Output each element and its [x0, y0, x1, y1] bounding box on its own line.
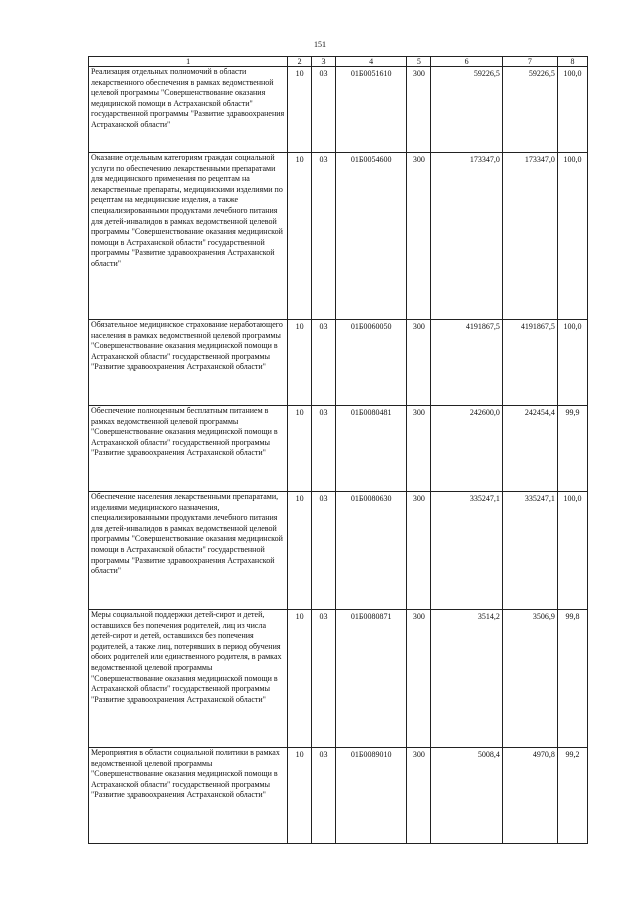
row-planned: 173347,0 — [431, 153, 503, 320]
table-body — [89, 67, 588, 844]
table-header — [89, 57, 588, 67]
row-percent: 100,0 — [557, 153, 587, 320]
row-expense-type: 300 — [407, 67, 431, 153]
row-target-code: 01Б0054600 — [335, 153, 407, 320]
row-section: 10 — [288, 67, 312, 153]
row-subsection: 03 — [312, 492, 336, 610]
row-executed: 59226,5 — [502, 67, 557, 153]
row-section: 10 — [288, 748, 312, 844]
row-target-code: 01Б0060050 — [335, 320, 407, 406]
row-section: 10 — [288, 492, 312, 610]
table-row — [89, 320, 588, 406]
row-planned: 5008,4 — [431, 748, 503, 844]
row-executed: 4191867,5 — [502, 320, 557, 406]
table-row — [89, 492, 588, 610]
page-number: 151 — [314, 40, 326, 49]
row-planned: 335247,1 — [431, 492, 503, 610]
table-row — [89, 748, 588, 844]
row-target-code: 01Б0089010 — [335, 748, 407, 844]
row-subsection: 03 — [312, 67, 336, 153]
row-name: Обеспечение населения лекарственными препаратами, изделиями медицинского назначения, специализированными продуктами лечебного питания для детей-инвалидов в рамках ведомственной целевой программы "Совершенствование оказания медицинской помощи в Астраханской области" государственной программы "Развитие здравоохранения Астраханской области" — [89, 492, 288, 610]
row-expense-type: 300 — [407, 320, 431, 406]
row-percent: 99,8 — [557, 610, 587, 748]
row-subsection: 03 — [312, 748, 336, 844]
header-col-8: 8 — [557, 57, 587, 67]
row-planned: 242600,0 — [431, 406, 503, 492]
row-executed: 4970,8 — [502, 748, 557, 844]
row-name: Реализация отдельных полномочий в области лекарственного обеспечения в рамках ведомственной целевой программы "Совершенствование оказания медицинской помощи в Астраханской области" государственной программы "Развитие здравоохранения Астраханской области" — [89, 67, 288, 153]
table-row — [89, 406, 588, 492]
row-planned: 3514,2 — [431, 610, 503, 748]
row-percent: 100,0 — [557, 492, 587, 610]
budget-table — [88, 56, 588, 844]
row-target-code: 01Б0051610 — [335, 67, 407, 153]
row-target-code: 01Б0080871 — [335, 610, 407, 748]
row-percent: 100,0 — [557, 67, 587, 153]
row-percent: 100,0 — [557, 320, 587, 406]
row-name: Обеспечение полноценным бесплатным питанием в рамках ведомственной целевой программы "Совершенствование оказания медицинской помощи в Астраханской области" государственной программы "Развитие здравоохранения Астраханской области" — [89, 406, 288, 492]
table-row — [89, 610, 588, 748]
row-executed: 3506,9 — [502, 610, 557, 748]
row-executed: 242454,4 — [502, 406, 557, 492]
row-target-code: 01Б0080630 — [335, 492, 407, 610]
row-section: 10 — [288, 153, 312, 320]
header-col-3: 3 — [312, 57, 336, 67]
row-subsection: 03 — [312, 320, 336, 406]
header-col-1: 1 — [89, 57, 288, 67]
row-expense-type: 300 — [407, 406, 431, 492]
row-percent: 99,2 — [557, 748, 587, 844]
row-target-code: 01Б0080481 — [335, 406, 407, 492]
row-name: Оказание отдельным категориям граждан социальной услуги по обеспечению лекарственными препаратами для медицинского применения по рецептам на лекарственные препараты, медицинскими изделиями по рецептам на медицинские изделия, а также специализированными продуктами лечебного питания для детей-инвалидов в рамках ведомственной целевой программы "Совершенствование оказания медицинской помощи в Астраханской области" государственной программы "Развитие здравоохранения Астраханской области" — [89, 153, 288, 320]
table-row — [89, 153, 588, 320]
row-percent: 99,9 — [557, 406, 587, 492]
header-col-5: 5 — [407, 57, 431, 67]
row-subsection: 03 — [312, 610, 336, 748]
header-col-7: 7 — [502, 57, 557, 67]
row-executed: 173347,0 — [502, 153, 557, 320]
row-planned: 4191867,5 — [431, 320, 503, 406]
row-subsection: 03 — [312, 153, 336, 320]
row-name: Меры социальной поддержки детей-сирот и детей, оставшихся без попечения родителей, лиц из числа детей-сирот и детей, оставшихся без попечения родителей, а также лиц, потерявших в период обучения обоих родителей или единственного родителя, в рамках ведомственной целевой программы "Совершенствование оказания медицинской помощи в Астраханской области" государственной программы "Развитие здравоохранения Астраханской области" — [89, 610, 288, 748]
row-expense-type: 300 — [407, 610, 431, 748]
row-name: Обязательное медицинское страхование неработающего населения в рамках ведомственной целевой программы "Совершенствование оказания медицинской помощи в Астраханской области" государственной программы "Развитие здравоохранения Астраханской области" — [89, 320, 288, 406]
row-expense-type: 300 — [407, 153, 431, 320]
row-planned: 59226,5 — [431, 67, 503, 153]
row-section: 10 — [288, 610, 312, 748]
table-row — [89, 67, 588, 153]
header-col-4: 4 — [335, 57, 407, 67]
row-section: 10 — [288, 320, 312, 406]
header-col-6: 6 — [431, 57, 503, 67]
row-expense-type: 300 — [407, 748, 431, 844]
row-executed: 335247,1 — [502, 492, 557, 610]
row-section: 10 — [288, 406, 312, 492]
header-col-2: 2 — [288, 57, 312, 67]
row-subsection: 03 — [312, 406, 336, 492]
row-name: Мероприятия в области социальной политики в рамках ведомственной целевой программы "Совершенствование оказания медицинской помощи в Астраханской области" государственной программы "Развитие здравоохранения Астраханской области" — [89, 748, 288, 844]
row-expense-type: 300 — [407, 492, 431, 610]
